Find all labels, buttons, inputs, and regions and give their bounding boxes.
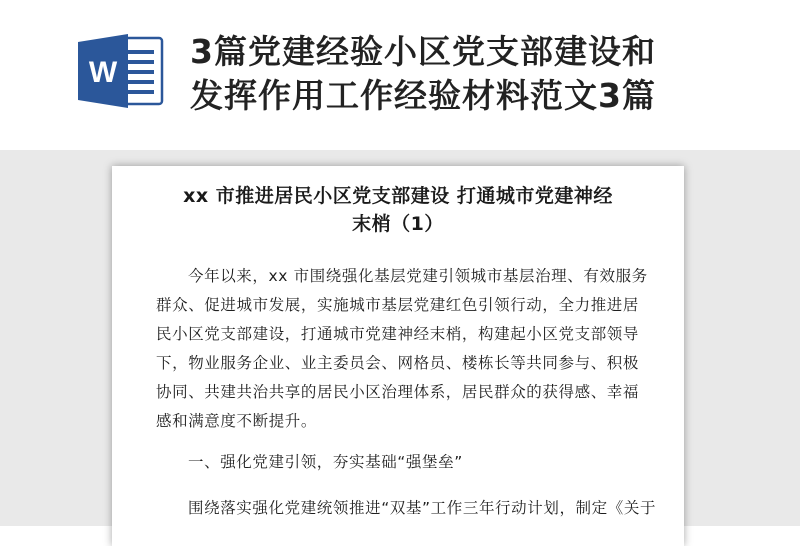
svg-text:W: W	[88, 56, 118, 89]
paragraph-1-line-6: 感和满意度不断提升。	[156, 412, 318, 430]
document-body	[156, 262, 657, 523]
paragraph-2-line-1: 围绕落实强化党建统领推进“双基”工作三年行动计划，制定《关于	[188, 499, 657, 517]
page-header	[0, 0, 800, 150]
document-title-line-1: xx 市推进居民小区党支部建设 打通城市党建神经	[183, 185, 613, 207]
paragraph-1-line-1: 今年以来，xx 市围绕强化基层党建引领城市基层治理、有效服务	[188, 267, 648, 285]
page-title-line-1: 3篇党建经验小区党支部建设和	[190, 32, 656, 71]
paragraph-1-line-4: 下，物业服务企业、业主委员会、网格员、楼栋长等共同参与、积极	[156, 354, 640, 372]
page-title	[190, 30, 790, 118]
document-title	[132, 182, 664, 238]
section-1-heading: 一、强化党建引领，夯实基础“强堡垒”	[188, 453, 463, 471]
paragraph-1-line-2: 群众、促进城市发展，实施城市基层党建红色引领行动，全力推进居	[156, 296, 640, 314]
paragraph-1-line-3: 民小区党支部建设，打通城市党建神经末梢，构建起小区党支部领导	[156, 325, 640, 343]
paragraph-1-line-5: 协同、共建共治共享的居民小区治理体系，居民群众的获得感、幸福	[156, 383, 640, 401]
word-document-icon	[76, 32, 164, 110]
page-title-line-2: 发挥作用工作经验材料范文3篇	[190, 76, 656, 115]
document-title-line-2: 末梢（1）	[352, 213, 444, 235]
document-page	[112, 166, 684, 546]
